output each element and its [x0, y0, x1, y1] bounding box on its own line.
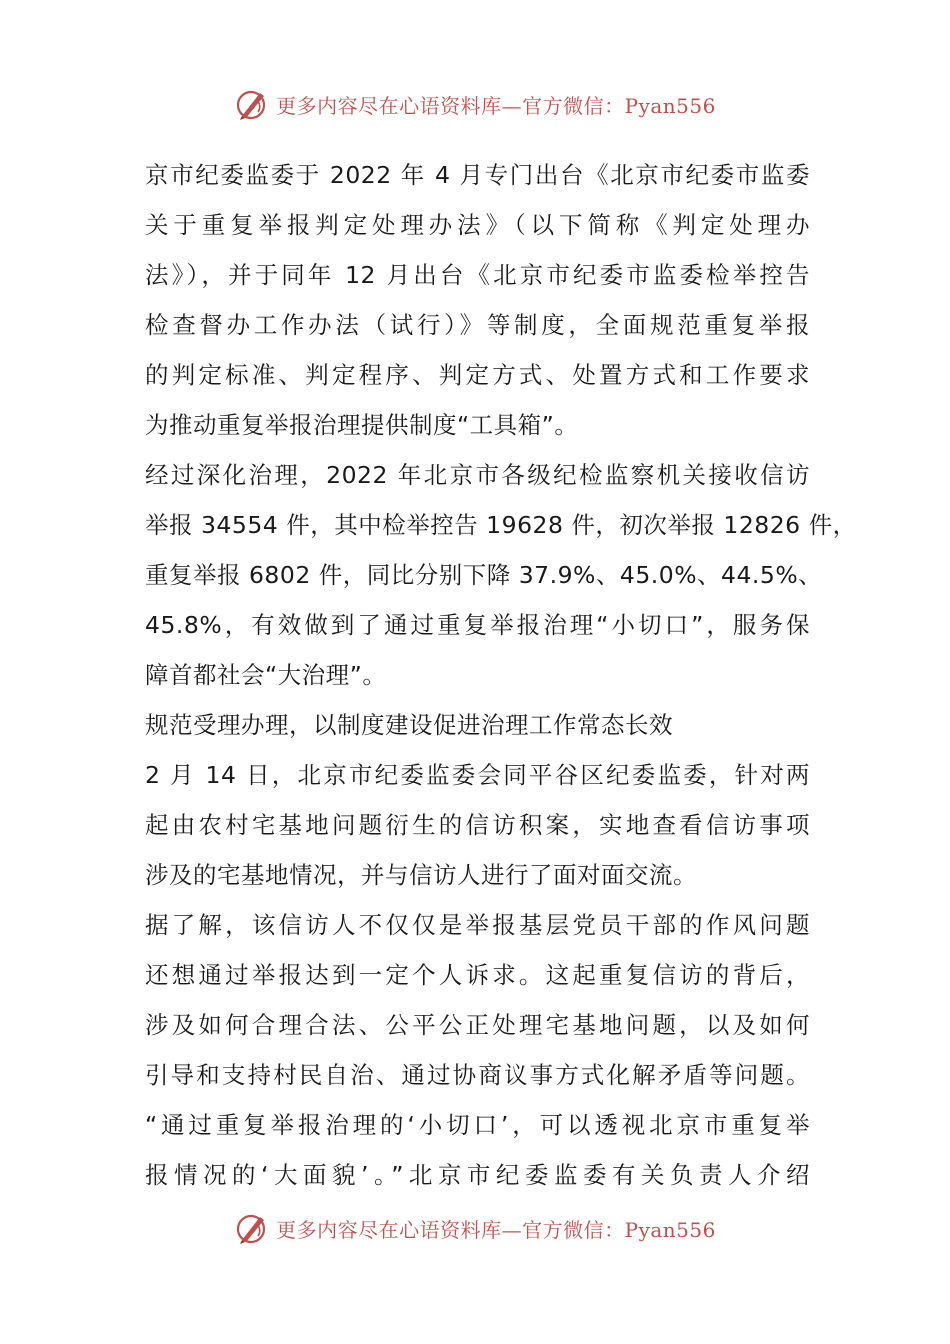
watermark-text: 更多内容尽在心语资料库—官方微信：Pyan556: [276, 1217, 716, 1242]
text-line: 还想通过举报达到一定个人诉求。这起重复信访的背后，: [145, 961, 810, 989]
text-line: 重复举报 6802 件，同比分别下降 37.9%、45.0%、44.5%、: [145, 561, 823, 589]
text-line: 报情况的‘大面貌’。”北京市纪委监委有关负责人介绍: [145, 1161, 810, 1189]
text-line: 法》），并于同年 12 月出台《北京市纪委市监委检举控告: [145, 261, 810, 289]
text-line: 障首都社会“大治理”。: [145, 661, 387, 689]
text-line: “通过重复举报治理的‘小切口’，可以透视北京市重复举: [145, 1111, 810, 1139]
text-line: 涉及如何合理合法、公平公正处理宅基地问题，以及如何: [145, 1011, 810, 1039]
text-line: 涉及的宅基地情况，并与信访人进行了面对面交流。: [145, 861, 697, 889]
text-line: 关于重复举报判定处理办法》（以下简称《判定处理办: [145, 211, 810, 239]
watermark-text: 更多内容尽在心语资料库—官方微信：Pyan556: [276, 93, 716, 118]
footer-watermark: [0, 1208, 950, 1248]
text-line: 京市纪委监委于 2022 年 4 月专门出台《北京市纪委市监委: [145, 161, 810, 189]
text-line: 检查督办工作办法（试行）》等制度，全面规范重复举报: [145, 311, 810, 339]
pen-logo-icon: [234, 1210, 270, 1246]
text-line: 引导和支持村民自治、通过协商议事方式化解矛盾等问题。: [145, 1061, 810, 1089]
section-heading: 规范受理办理，以制度建设促进治理工作常态长效: [145, 711, 673, 739]
text-line: 据了解，该信访人不仅仅是举报基层党员干部的作风问题: [145, 911, 810, 939]
text-line: 为推动重复举报治理提供制度“工具箱”。: [145, 411, 579, 439]
pen-logo-icon: [234, 86, 270, 122]
text-line: 经过深化治理，2022 年北京市各级纪检监察机关接收信访: [145, 461, 810, 489]
text-line: 起由农村宅基地问题衍生的信访积案，实地查看信访事项: [145, 811, 810, 839]
text-line: 的判定标准、判定程序、判定方式、处置方式和工作要求: [145, 361, 810, 389]
text-line: 举报 34554 件，其中检举控告 19628 件，初次举报 12826 件，: [145, 511, 857, 539]
document-body: [145, 150, 857, 1200]
text-line: 45.8%，有效做到了通过重复举报治理“小切口”，服务保: [145, 611, 810, 639]
header-watermark: [0, 84, 950, 124]
text-line: 2 月 14 日，北京市纪委监委会同平谷区纪委监委，针对两: [145, 761, 810, 789]
